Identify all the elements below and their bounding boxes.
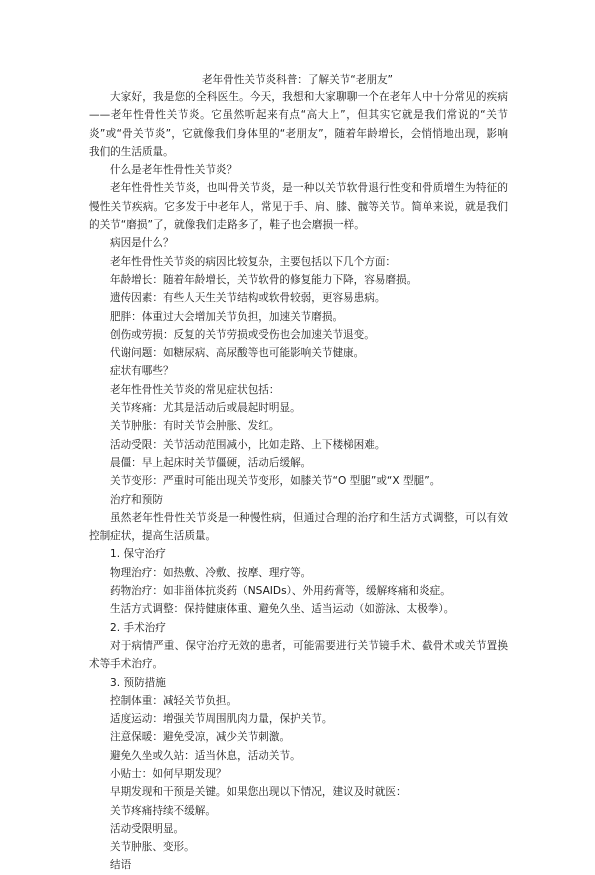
symptom-intro: 老年性骨性关节炎的常见症状包括： — [110, 383, 280, 396]
prevention-item: 适度运动：增强关节周围肌肉力量，保护关节。 — [110, 713, 333, 726]
conservative-item: 物理治疗：如热敷、冷敷、按摩、理疗等。 — [110, 566, 312, 579]
document-title: 老年骨性关节炎科普：了解关节“老朋友” — [201, 74, 394, 86]
prevention-item: 控制体重：减轻关节负担。 — [110, 694, 238, 707]
tip-intro: 早期发现和干预是关键。如果您出现以下情况，建议及时就医： — [110, 786, 407, 799]
document-body — [89, 88, 508, 875]
heading-symptom: 症状有哪些？ — [110, 365, 174, 378]
cause-item: 肥胖：体重过大会增加关节负担，加速关节磨损。 — [110, 310, 344, 323]
heading-what: 什么是老年性骨性关节炎？ — [110, 164, 238, 177]
prevention-item: 避免久坐或久站：适当休息，活动关节。 — [110, 749, 301, 762]
symptom-item: 活动受限：关节活动范围减小，比如走路、上下楼梯困难。 — [110, 438, 386, 451]
intro-paragraph: 大家好，我是您的全科医生。今天，我想和大家聊聊一个在老年人中十分常见的疾病——老年性骨性关节炎。它虽然听起来有点“高大上”，但其实它就是我们常说的“关节炎”或“骨关节炎”，它就像我们身体里的“老朋友”，随着年龄增长，会悄悄地出现，影响我们的生活质量。 — [89, 91, 508, 158]
conservative-item: 生活方式调整：保持健康体重、避免久坐、适当运动（如游泳、太极拳）。 — [110, 603, 455, 616]
heading-prevention: 3. 预防措施 — [110, 676, 166, 689]
cause-item: 年龄增长：随着年龄增长，关节软骨的修复能力下降，容易磨损。 — [110, 273, 418, 286]
symptom-item: 关节变形：严重时可能出现关节变形，如膝关节“O 型腿”或“X 型腿”。 — [110, 475, 441, 488]
tip-item: 关节肿胀、变形。 — [110, 841, 195, 854]
symptom-item: 晨僵：早上起床时关节僵硬，活动后缓解。 — [110, 456, 312, 469]
heading-treatment: 治疗和预防 — [110, 493, 163, 506]
surgery-paragraph: 对于病情严重、保守治疗无效的患者，可能需要进行关节镜手术、截骨术或关节置换术等手术治疗。 — [89, 639, 508, 671]
symptom-item: 关节肿胀：有时关节会肿胀、发红。 — [110, 420, 280, 433]
what-paragraph: 老年性骨性关节炎，也叫骨关节炎，是一种以关节软骨退行性变和骨质增生为特征的慢性关节疾病。它多发于中老年人，常见于手、肩、膝、髋等关节。简单来说，就是我们的关节“磨损”了，就像我们走路多了，鞋子也会磨损一样。 — [89, 182, 508, 232]
symptom-item: 关节疼痛：尤其是活动后或晨起时明显。 — [110, 402, 301, 415]
cause-item: 代谢问题：如糖尿病、高尿酸等也可能影响关节健康。 — [110, 347, 365, 360]
heading-conclusion: 结语 — [110, 859, 132, 872]
tip-item: 关节疼痛持续不缓解。 — [110, 804, 216, 817]
treatment-paragraph: 虽然老年性骨性关节炎是一种慢性病，但通过合理的治疗和生活方式调整，可以有效控制症状，提高生活质量。 — [89, 511, 508, 543]
heading-cause: 病因是什么？ — [110, 237, 174, 250]
heading-conservative: 1. 保守治疗 — [110, 548, 166, 561]
cause-intro: 老年性骨性关节炎的病因比较复杂，主要包括以下几个方面： — [110, 255, 397, 268]
cause-item: 遗传因素：有些人天生关节结构或软骨较弱，更容易患病。 — [110, 292, 386, 305]
heading-surgery: 2. 手术治疗 — [110, 621, 166, 634]
cause-item: 创伤或劳损：反复的关节劳损或受伤也会加速关节退变。 — [110, 328, 375, 341]
heading-tip: 小贴士：如何早期发现？ — [110, 767, 227, 780]
tip-item: 活动受限明显。 — [110, 822, 185, 835]
prevention-item: 注意保暖：避免受凉，减少关节刺激。 — [110, 731, 291, 744]
conservative-item: 药物治疗：如非甾体抗炎药（NSAIDs）、外用药膏等，缓解疼痛和炎症。 — [110, 585, 451, 598]
